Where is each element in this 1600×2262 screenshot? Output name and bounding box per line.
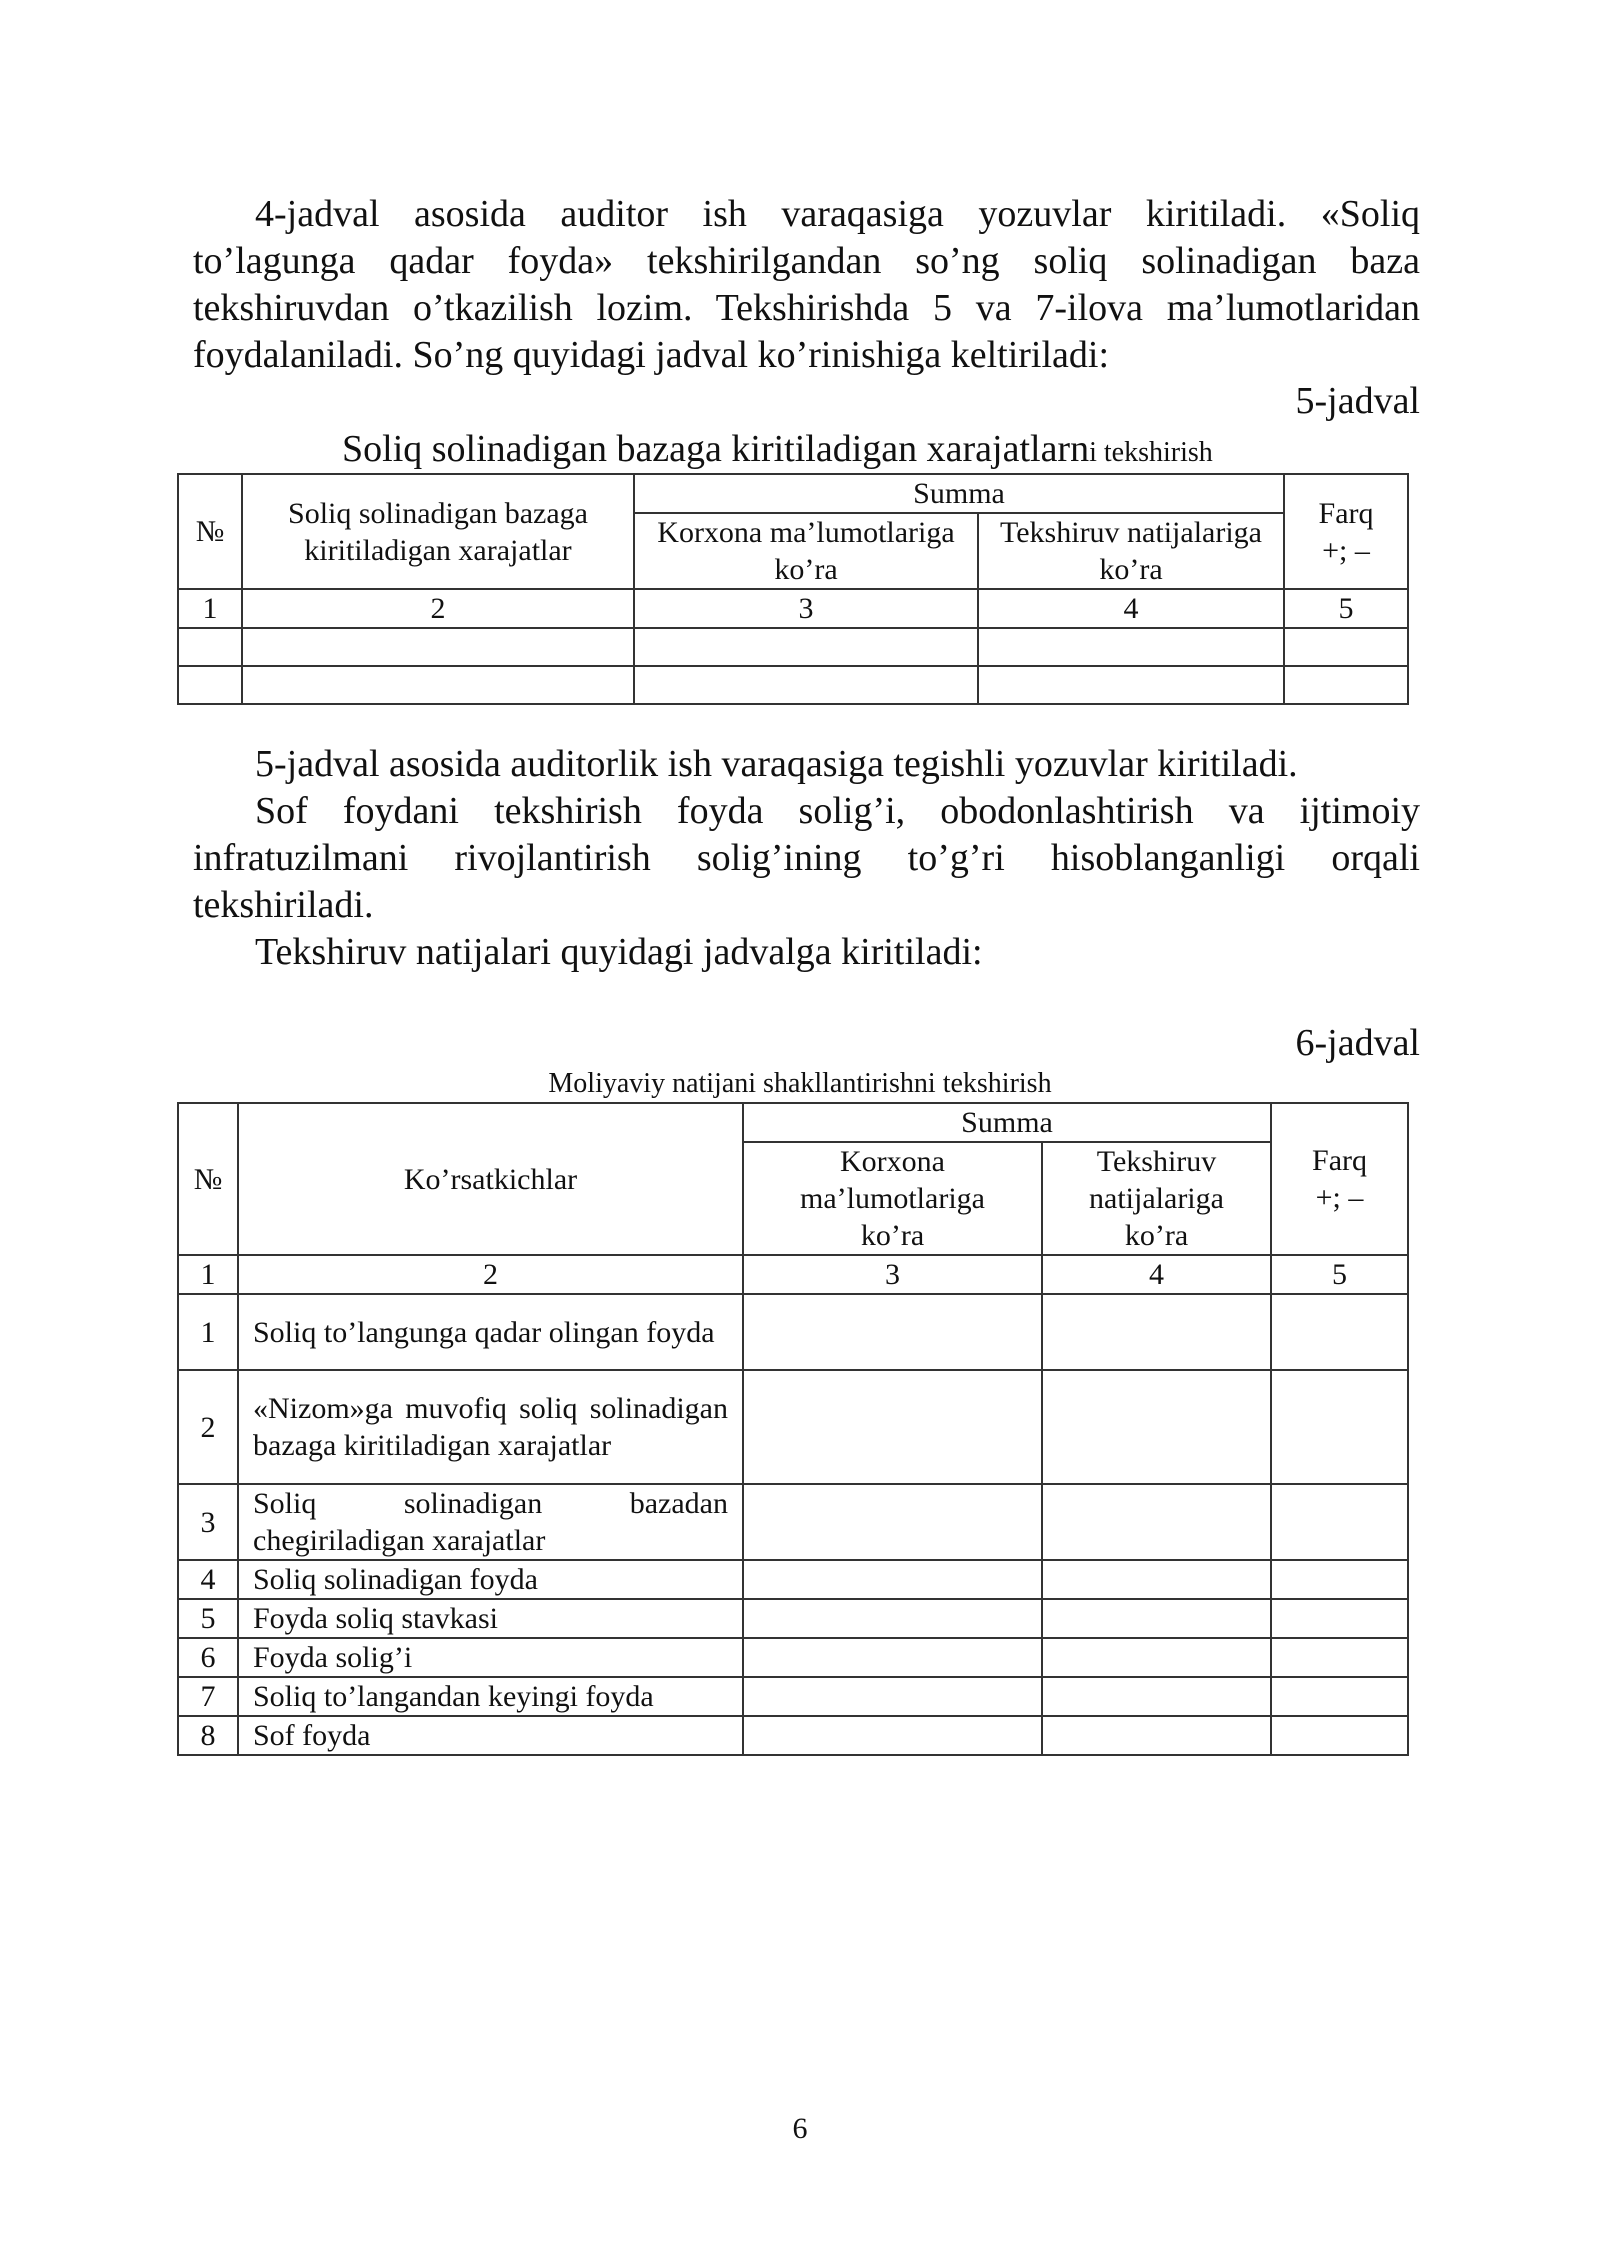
row-number: 4 xyxy=(178,1560,238,1599)
table-cell xyxy=(242,666,634,704)
page-number: 6 xyxy=(792,2112,808,2145)
table5-colnum: 5 xyxy=(1284,589,1408,628)
table-cell xyxy=(1271,1677,1408,1716)
table6-colnum: 4 xyxy=(1042,1255,1271,1294)
middle-p2-line: infratuzilmani rivojlantirish solig’ining to’g’ri hisoblanganligi orqali xyxy=(193,837,1420,879)
table-row xyxy=(178,1484,1408,1560)
table5-title xyxy=(342,427,1213,471)
intro-line: foydalaniladi. So’ng quyidagi jadval ko’rinishiga keltiriladi: xyxy=(193,334,1110,376)
table-row xyxy=(178,1294,1408,1370)
table5-colnum: 2 xyxy=(242,589,634,628)
table6-colnum: 1 xyxy=(178,1255,238,1294)
farq-sign: +; – xyxy=(1322,533,1370,567)
row-indicator: Soliq solinadigan bazadan chegiriladigan xarajatlar xyxy=(238,1484,743,1560)
row-indicator: Soliq solinadigan foyda xyxy=(238,1560,743,1599)
row-number: 7 xyxy=(178,1677,238,1716)
table5-title-main: Soliq solinadigan bazaga kiritiladigan xarajatlarn xyxy=(342,428,1090,470)
table-cell xyxy=(1042,1599,1271,1638)
row-indicator: Foyda soliq stavkasi xyxy=(238,1599,743,1638)
table6-header-korxona: Korxona ma’lumotlariga ko’ra xyxy=(743,1142,1042,1255)
farq-label: Farq xyxy=(1312,1144,1368,1177)
middle-p3: Tekshiruv natijalari quyidagi jadvalga kiritiladi: xyxy=(255,931,983,973)
middle-p2-line: tekshiriladi. xyxy=(193,884,374,926)
table5-empty-row xyxy=(178,628,1408,666)
table5-header-farq xyxy=(1284,474,1408,589)
table-cell xyxy=(1271,1716,1408,1755)
farq-label: Farq xyxy=(1318,496,1374,530)
table5-header-summa: Summa xyxy=(634,474,1284,513)
row-indicator: Soliq to’langandan keyingi foyda xyxy=(238,1677,743,1716)
table-cell xyxy=(743,1638,1042,1677)
table-cell xyxy=(1284,628,1408,666)
table5-colnum: 1 xyxy=(178,589,242,628)
middle-p1: 5-jadval asosida auditorlik ish varaqasiga tegishli yozuvlar kiritiladi. xyxy=(255,743,1298,785)
table-row xyxy=(178,1560,1408,1599)
row-number: 5 xyxy=(178,1599,238,1638)
table-cell xyxy=(1042,1638,1271,1677)
table6-header-farq xyxy=(1271,1103,1408,1255)
table-cell xyxy=(743,1599,1042,1638)
table5 xyxy=(177,473,1409,705)
table5-header-expenses: Soliq solinadigan bazaga kiritiladigan xarajatlar xyxy=(242,474,634,589)
table-row xyxy=(178,1716,1408,1755)
row-indicator: Sof foyda xyxy=(238,1716,743,1755)
table-cell xyxy=(1271,1638,1408,1677)
table6 xyxy=(177,1102,1409,1756)
intro-line: tekshiruvdan o’tkazilish lozim. Tekshirishda 5 va 7-ilova ma’lumotlaridan xyxy=(193,287,1420,329)
table6-header-tekshiruv: Tekshiruv natijalariga ko’ra xyxy=(1042,1142,1271,1255)
table-cell xyxy=(1271,1294,1408,1370)
middle-p2-line: Sof foydani tekshirish foyda solig’i, obodonlashtirish va ijtimoiy xyxy=(255,790,1420,832)
row-number: 6 xyxy=(178,1638,238,1677)
table5-header-no: № xyxy=(178,474,242,589)
table6-header-indicators: Ko’rsatkichlar xyxy=(238,1103,743,1255)
table6-header-summa: Summa xyxy=(743,1103,1271,1142)
row-number: 1 xyxy=(178,1294,238,1370)
table-cell xyxy=(1042,1484,1271,1560)
table-cell xyxy=(743,1294,1042,1370)
table5-header-tekshiruv: Tekshiruv natijalariga ko’ra xyxy=(978,513,1284,589)
table5-colnum: 3 xyxy=(634,589,978,628)
row-number: 3 xyxy=(178,1484,238,1560)
table6-label: 6-jadval xyxy=(1295,1022,1420,1064)
table-cell xyxy=(1284,666,1408,704)
table-row xyxy=(178,1370,1408,1484)
row-number: 2 xyxy=(178,1370,238,1484)
table-cell xyxy=(1042,1677,1271,1716)
row-indicator: Soliq to’langunga qadar olingan foyda xyxy=(238,1294,743,1370)
table5-empty-row xyxy=(178,666,1408,704)
row-indicator: «Nizom»ga muvofiq soliq solinadigan bazaga kiritiladigan xarajatlar xyxy=(238,1370,743,1484)
farq-sign: +; – xyxy=(1315,1181,1364,1214)
table-cell xyxy=(1042,1716,1271,1755)
table-cell xyxy=(1271,1370,1408,1484)
table-cell xyxy=(978,628,1284,666)
table-row xyxy=(178,1599,1408,1638)
table-cell xyxy=(178,666,242,704)
table-cell xyxy=(634,666,978,704)
table6-colnum: 5 xyxy=(1271,1255,1408,1294)
table-row xyxy=(178,1677,1408,1716)
table-cell xyxy=(1042,1294,1271,1370)
table-cell xyxy=(1271,1599,1408,1638)
table-cell xyxy=(178,628,242,666)
table6-colnum: 3 xyxy=(743,1255,1042,1294)
table5-title-small: i tekshirish xyxy=(1089,437,1213,468)
table-cell xyxy=(634,628,978,666)
table6-title: Moliyaviy natijani shakllantirishni tekshirish xyxy=(548,1068,1052,1099)
table-row xyxy=(178,1638,1408,1677)
table-cell xyxy=(242,628,634,666)
table5-colnum: 4 xyxy=(978,589,1284,628)
table-cell xyxy=(1271,1484,1408,1560)
table-cell xyxy=(743,1484,1042,1560)
table5-label: 5-jadval xyxy=(1295,380,1420,422)
middle-paragraphs xyxy=(193,741,1420,976)
row-indicator: Foyda solig’i xyxy=(238,1638,743,1677)
table-cell xyxy=(1271,1560,1408,1599)
row-number: 8 xyxy=(178,1716,238,1755)
intro-line: 4-jadval asosida auditor ish varaqasiga yozuvlar kiritiladi. «Soliq xyxy=(255,193,1420,235)
table-cell xyxy=(978,666,1284,704)
table-cell xyxy=(743,1560,1042,1599)
table-cell xyxy=(1042,1370,1271,1484)
table-cell xyxy=(743,1677,1042,1716)
table6-colnum: 2 xyxy=(238,1255,743,1294)
intro-line: to’lagunga qadar foyda» tekshirilgandan so’ng soliq solinadigan baza xyxy=(193,240,1420,282)
table6-header-no: № xyxy=(178,1103,238,1255)
table5-header-korxona: Korxona ma’lumotlariga ko’ra xyxy=(634,513,978,589)
table-cell xyxy=(743,1716,1042,1755)
table-cell xyxy=(1042,1560,1271,1599)
intro-paragraph xyxy=(193,191,1420,379)
table-cell xyxy=(743,1370,1042,1484)
